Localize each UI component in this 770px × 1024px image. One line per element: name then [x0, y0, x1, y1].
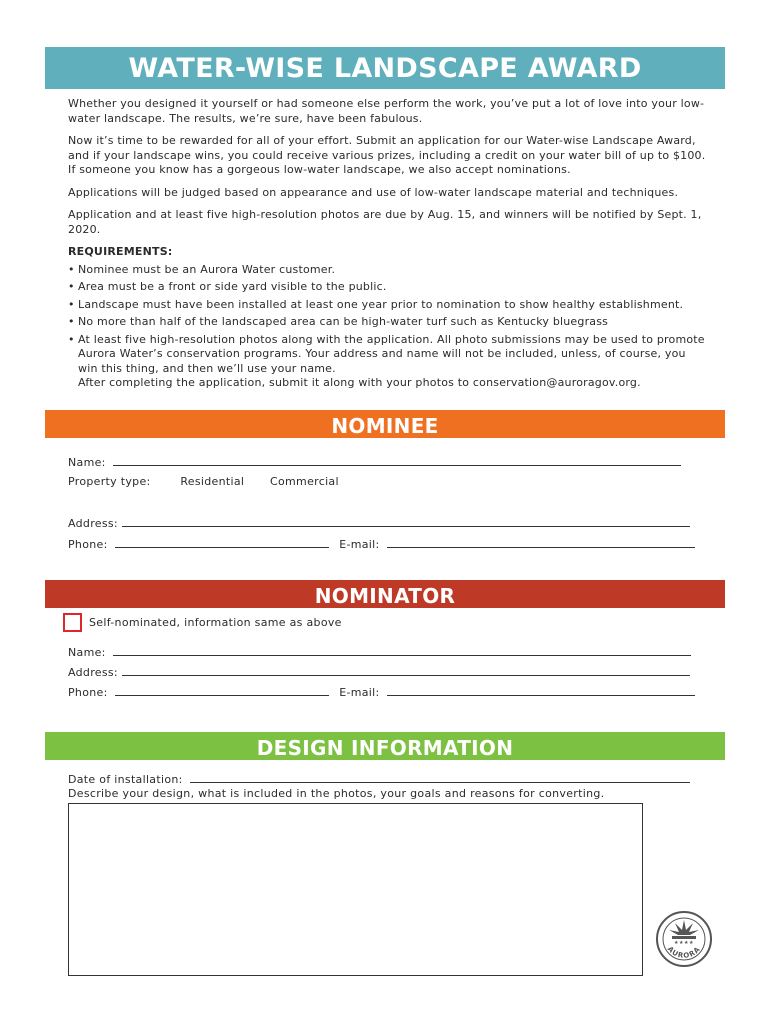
intro-paragraph-3: Applications will be judged based on appearance and use of low-water landscape material and techniques. [68, 185, 679, 199]
intro-paragraph-1: Whether you designed it yourself or had someone else perform the work, you’ve put a lot of love into your low-water landscape. The results, we’re sure, have been fabulous. [68, 97, 705, 125]
nominee-email-label: E-mail: [339, 538, 380, 551]
requirement-item: • At least five high-resolution photos along with the application. All photo submissions may be used to promote Aurora Water’s conservation programs. Your address and name will not be included, unless, of course, you win this thing, and then we’ll use your name. [68, 333, 708, 377]
nominee-contact-row [68, 537, 695, 552]
requirement-item: • Nominee must be an Aurora Water customer. [68, 263, 708, 278]
nominee-phone-input[interactable] [115, 537, 329, 548]
design-description-textarea[interactable] [68, 803, 643, 976]
nominee-phone-label: Phone: [68, 538, 108, 551]
nominator-email-label: E-mail: [339, 686, 380, 699]
nominee-name-row [68, 455, 681, 470]
svg-text:★: ★ [679, 940, 684, 946]
nominee-name-input[interactable] [113, 455, 681, 466]
nominee-address-row [68, 516, 690, 531]
svg-text:★: ★ [684, 940, 689, 946]
requirement-item: • Landscape must have been installed at least one year prior to nomination to show healthy establishment. [68, 298, 708, 313]
nominator-email-input[interactable] [387, 685, 695, 696]
requirements-list [68, 263, 708, 377]
svg-text:★: ★ [674, 940, 679, 946]
self-nominated-label: Self-nominated, information same as above [89, 616, 342, 629]
self-nominated-checkbox[interactable] [63, 613, 82, 632]
nominator-phone-input[interactable] [115, 685, 329, 696]
design-banner [45, 732, 725, 760]
installation-date-row [68, 772, 690, 787]
option-residential[interactable]: Residential [180, 475, 245, 488]
design-heading: DESIGN INFORMATION [256, 736, 514, 760]
nominator-address-input[interactable] [122, 665, 690, 676]
nominator-banner [45, 580, 725, 608]
intro-paragraph-4: Application and at least five high-resolution photos are due by Aug. 15, and winners will be notified by Sept. 1, 2020. [68, 208, 702, 236]
intro-paragraph-2: Now it’s time to be rewarded for all of your effort. Submit an application for our Water-wise Landscape Award, and if your landscape wins, you could receive various prizes, including a credit on your water bill of up to $100. If someone you know has a gorgeous low-water landscape, we also accept nominations. [68, 134, 706, 176]
nominator-address-row [68, 665, 690, 680]
seal-text: AURORA [665, 944, 703, 961]
nominee-heading: NOMINEE [331, 414, 439, 438]
title-banner [45, 47, 725, 89]
intro-section [68, 97, 708, 391]
nominator-name-input[interactable] [113, 645, 691, 656]
aurora-seal-icon [655, 910, 713, 968]
requirement-item: • No more than half of the landscaped area can be high-water turf such as Kentucky bluegrass [68, 315, 708, 330]
nominee-address-input[interactable] [122, 516, 690, 527]
option-commercial[interactable]: Commercial [270, 475, 339, 488]
nominator-heading: NOMINATOR [314, 584, 456, 608]
property-type-row [68, 475, 339, 489]
page-title: WATER-WISE LANDSCAPE AWARD [128, 53, 642, 84]
nominator-contact-row [68, 685, 695, 700]
nominee-name-label: Name: [68, 456, 106, 469]
submit-instructions: After completing the application, submit it along with your photos to conservation@auroragov.org. [78, 376, 641, 389]
svg-text:AURORA [666, 945, 703, 960]
describe-design-label: Describe your design, what is included in the photos, your goals and reasons for converting. [68, 787, 605, 800]
property-type-label: Property type: [68, 475, 151, 488]
installation-date-input[interactable] [190, 772, 690, 783]
nominator-phone-label: Phone: [68, 686, 108, 699]
nominee-banner [45, 410, 725, 438]
nominee-address-label: Address: [68, 517, 118, 530]
requirement-item: • Area must be a front or side yard visible to the public. [68, 280, 708, 295]
nominator-name-label: Name: [68, 646, 106, 659]
nominator-name-row [68, 645, 691, 660]
svg-text:★: ★ [689, 940, 694, 946]
requirements-heading: REQUIREMENTS: [68, 245, 173, 258]
installation-date-label: Date of installation: [68, 773, 183, 786]
nominee-email-input[interactable] [387, 537, 695, 548]
nominator-address-label: Address: [68, 666, 118, 679]
